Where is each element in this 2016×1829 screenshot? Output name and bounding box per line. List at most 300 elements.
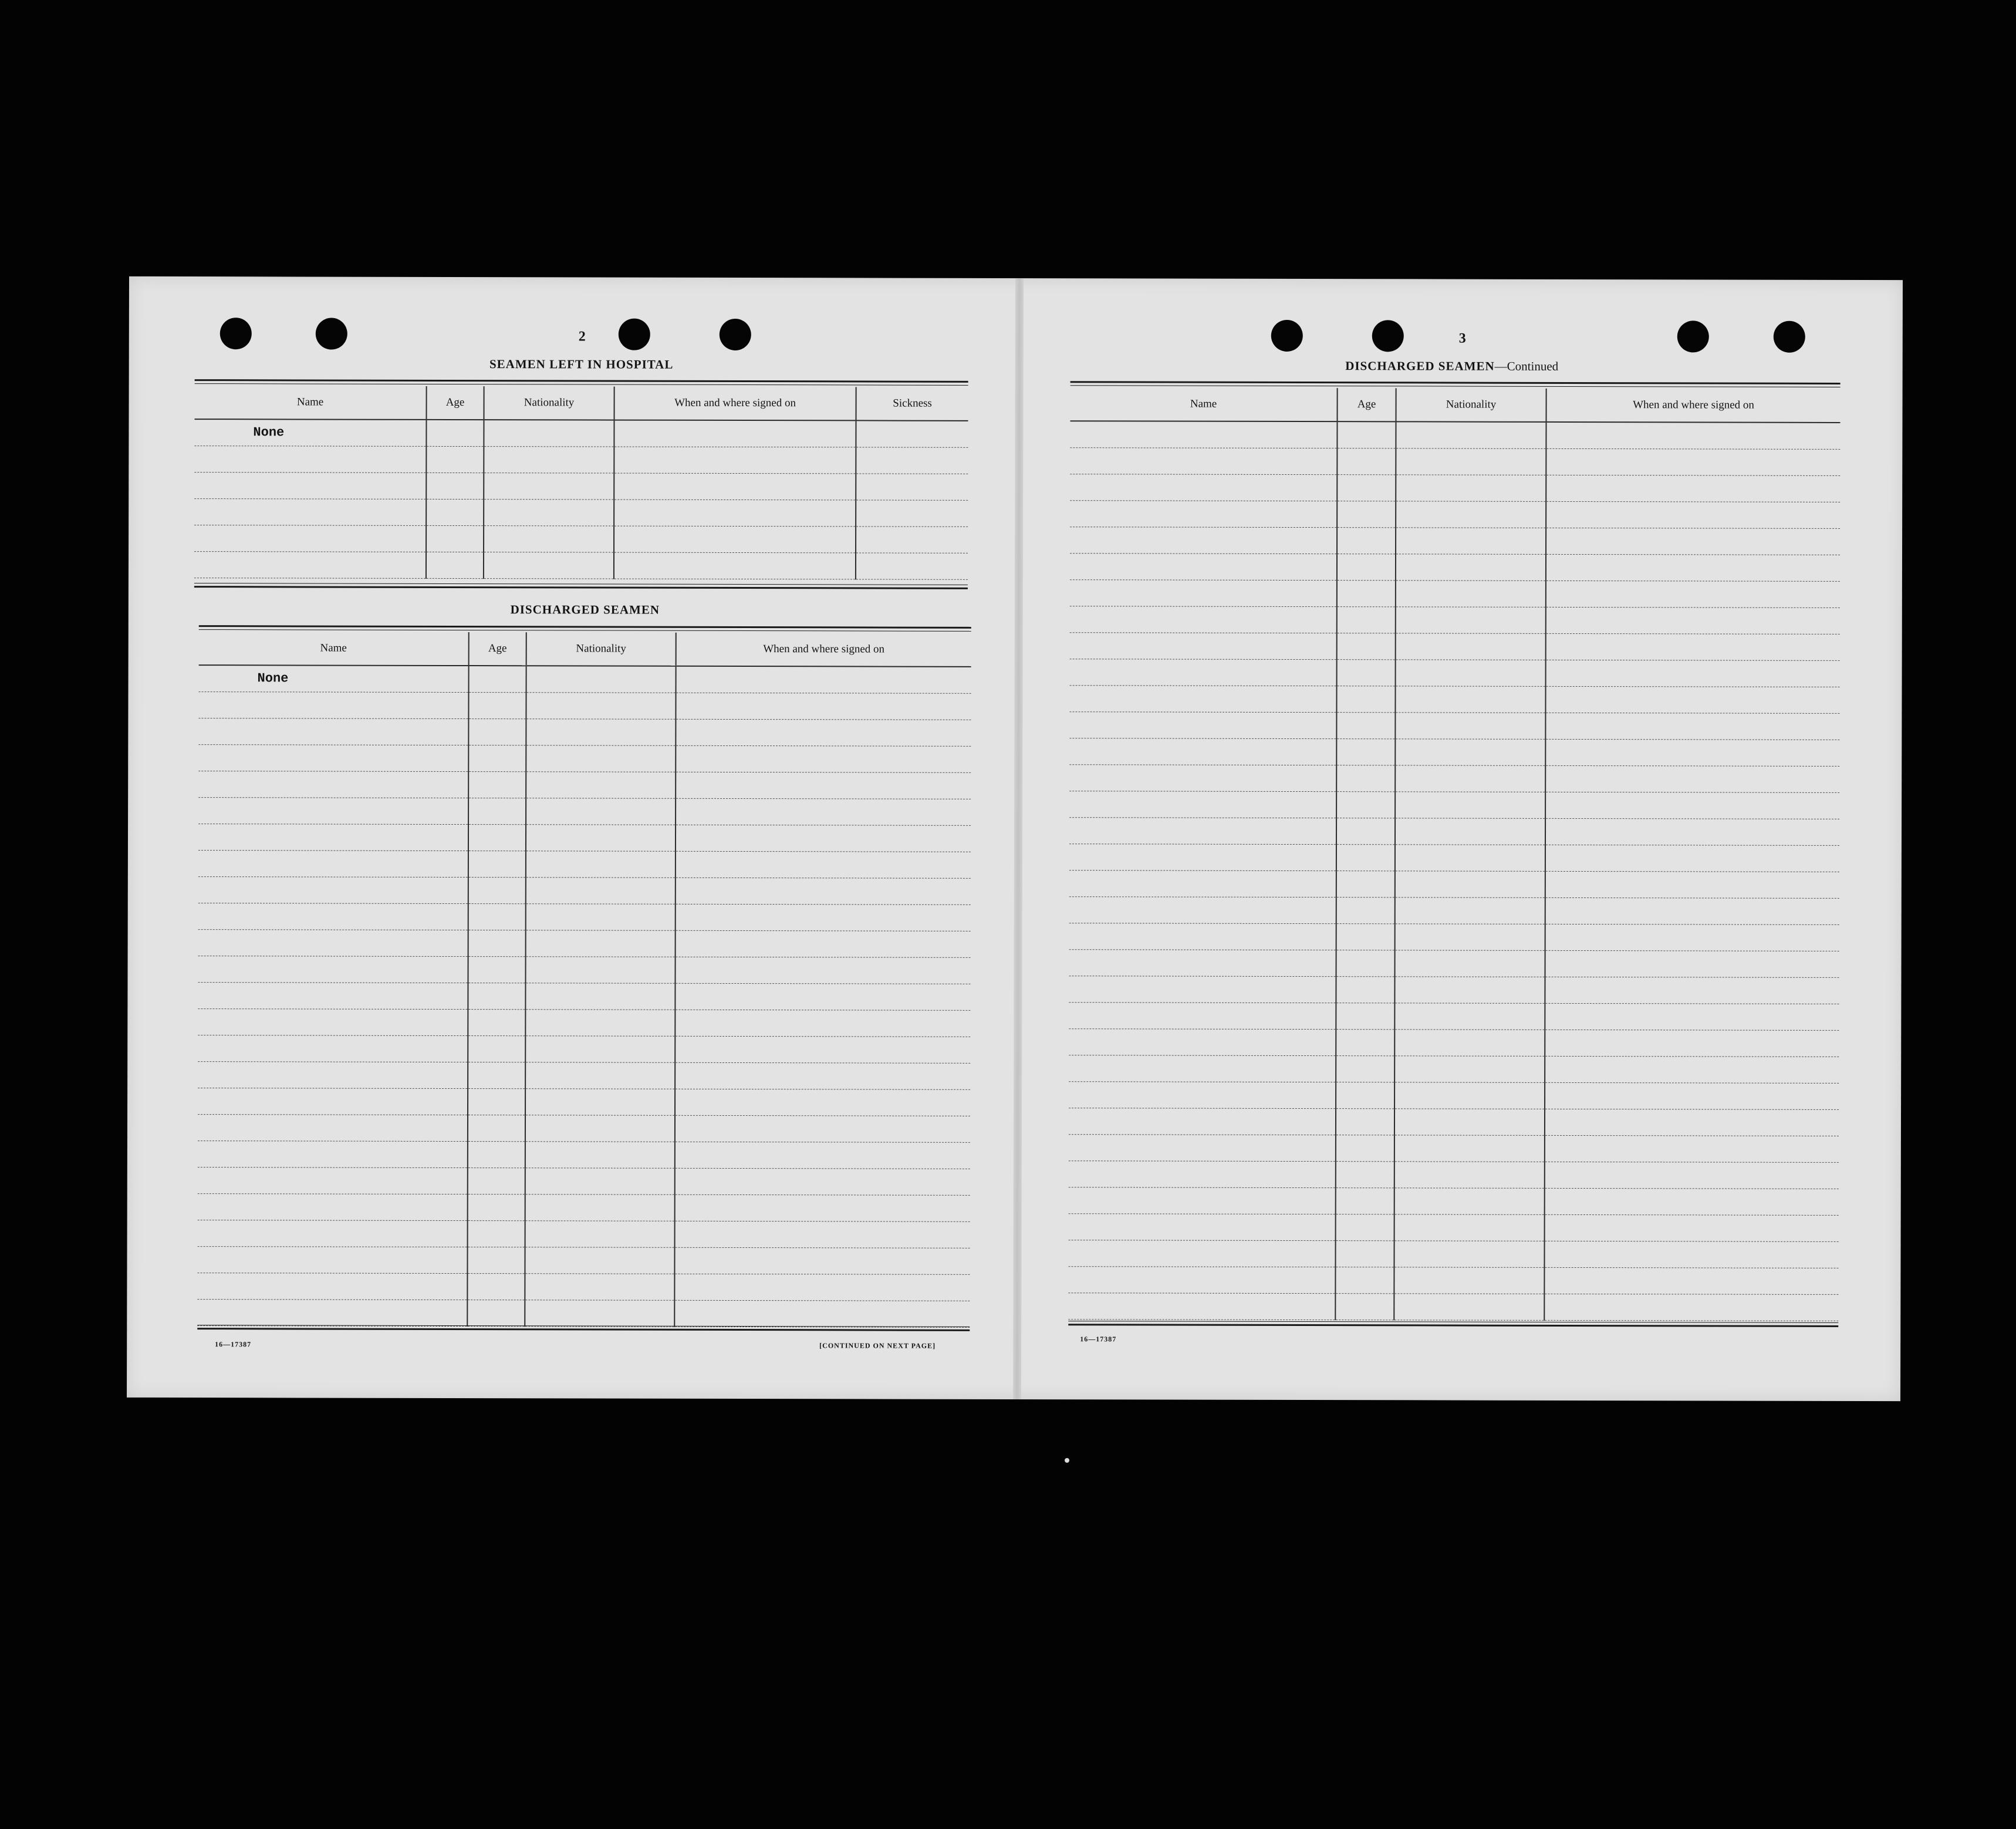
table-cell [676,745,971,772]
table-cell [1545,1162,1839,1189]
table-row [1069,843,1839,872]
table-cell [194,551,426,578]
table-cell [1544,1267,1838,1294]
table-cell [198,982,468,1009]
table-cell [1069,711,1336,738]
table-row [198,771,971,799]
table-row [1069,711,1839,740]
table-cell [1545,977,1839,1004]
table-row [198,982,970,1010]
table-cell [467,1300,525,1326]
table-cell [1336,1055,1394,1082]
table-cell [1068,1240,1335,1267]
table-cell [426,420,484,446]
table-cell [675,1221,970,1248]
table-cell [198,718,468,745]
table-cell [1070,553,1337,580]
table-cell [1545,1003,1839,1030]
table-cell [1069,1187,1336,1214]
open-form-booklet [127,276,1903,1401]
table-cell [468,851,526,877]
table-cell [1545,897,1839,924]
table-cell [484,499,614,525]
table-cell [198,1114,468,1141]
table-cell [1069,843,1336,870]
table-cell [526,877,676,904]
table-cell [1069,870,1336,897]
table-cell [675,1142,970,1169]
table-row [1069,1187,1839,1215]
table-cell [468,824,526,851]
section-title-suffix: —Continued [1494,359,1559,373]
table-cell [426,499,484,525]
table-cell [1337,448,1396,474]
table-cell [1394,1187,1545,1214]
table-cell [194,472,426,499]
table-cell [1337,606,1396,633]
discharged-top-rule [199,625,971,629]
table-cell [525,1300,674,1327]
table-cell [468,1141,525,1167]
table-cell [484,552,614,578]
table-cell [468,1035,525,1062]
table-row [1070,421,1840,449]
table-cell [1070,659,1337,686]
table-cell [1394,1135,1545,1162]
table-cell [856,473,968,500]
table-cell [1070,606,1337,633]
table-cell [1546,581,1840,608]
page-number: 3 [1458,330,1466,346]
table-cell [1336,1187,1394,1214]
table-row [1069,949,1839,977]
table-cell [1395,870,1545,897]
table-cell [1069,1108,1336,1135]
table-cell [526,666,676,693]
table-row [1069,896,1839,924]
table-cell [1544,1294,1838,1321]
table-cell [1545,713,1839,740]
table-cell [198,929,468,956]
table-cell [675,1089,970,1116]
table-cell [1336,1108,1394,1135]
table-cell [856,447,968,473]
table-cell [1070,500,1337,527]
table-cell [1337,527,1396,554]
table-cell [198,1220,468,1247]
table-cell [675,957,970,984]
table-cell [614,447,856,474]
table-cell [676,825,971,852]
table-cell [1336,1214,1394,1240]
table-cell [198,956,468,983]
table-cell [1396,421,1546,448]
table-row [1069,870,1839,898]
table-cell [197,1299,467,1326]
table-cell [1546,660,1840,687]
dust-speck [1065,1458,1069,1463]
table-cell [1336,1161,1394,1187]
table-cell [1545,765,1839,792]
table-cell [676,851,971,878]
table-cell [1069,949,1336,976]
table-cell [1069,791,1336,818]
table-cell [467,1273,525,1300]
table-cell [1336,1029,1394,1055]
table-cell [1336,923,1395,950]
table-cell [1069,1160,1336,1187]
table-cell [525,1009,675,1036]
table-cell [198,824,468,851]
table-cell [1336,712,1395,738]
table-cell [1336,870,1395,897]
table-cell [198,903,468,930]
table-cell [614,420,856,447]
table-cell [1070,632,1337,659]
discharged-continued-title [1211,359,1693,374]
table-cell [525,1167,675,1194]
table-cell [526,745,676,772]
table-cell [525,1273,674,1300]
table-header-row [194,386,968,421]
table-cell [1337,501,1396,527]
table-row [194,551,968,579]
table-cell [525,1088,675,1115]
table-cell [1336,1135,1394,1161]
column-header: Nationality [526,632,676,666]
table-row [198,824,971,852]
table-cell [1396,580,1546,607]
table-cell [1546,554,1840,581]
table-cell [468,1009,525,1035]
table-cell [1068,1266,1335,1293]
table-cell [1070,447,1337,474]
table-row [198,850,971,878]
table-cell [1395,686,1545,713]
table-row [1069,791,1839,819]
table-cell [198,744,468,771]
table-cell [1546,475,1840,502]
table-cell [856,500,968,526]
table-cell [1069,1002,1336,1029]
table-cell [468,1062,525,1088]
left-page [127,276,1015,1399]
table-cell [1070,527,1337,554]
table-row [1070,659,1840,687]
table-cell [484,473,614,499]
hospital-top-rule [195,379,968,383]
discharged-continued-table [1068,387,1840,1321]
table-row [194,472,968,500]
table-cell [1337,633,1396,659]
column-header: When and where signed on [614,387,856,421]
table-cell [468,983,525,1009]
table-row [1070,553,1840,581]
table-cell [1545,924,1839,951]
table-cell [484,446,614,473]
table-cell [614,500,856,527]
table-cell [1069,896,1336,923]
table-cell [1069,1055,1336,1082]
column-header: Age [1337,388,1396,421]
table-cell [614,473,856,500]
table-cell [1394,1082,1545,1109]
table-cell [1336,950,1395,976]
table-cell [468,718,526,745]
table-cell [1336,1003,1394,1029]
table-cell [1546,422,1840,449]
column-header: When and where signed on [676,633,971,667]
table-row [194,446,968,474]
table-row [1070,474,1840,502]
table-cell [1545,950,1839,977]
table-row [1069,976,1839,1004]
table-cell [468,1220,525,1247]
table-cell [525,1194,675,1221]
table-cell [194,446,426,473]
table-row [1070,632,1840,660]
table-cell [1395,844,1545,871]
table-cell [1544,1241,1838,1268]
table-cell [526,771,676,798]
table-cell [526,851,676,878]
table-cell [198,1088,468,1115]
table-row [194,525,968,553]
table-cell [1394,1267,1544,1294]
table-cell [525,1062,675,1089]
table-cell [484,420,614,446]
table-cell [1336,791,1395,818]
table-cell [426,446,484,473]
table-row [198,797,971,825]
column-header: When and where signed on [1546,389,1840,423]
table-cell [1070,474,1337,501]
column-header: Name [194,386,426,420]
table-row [1069,1002,1839,1030]
table-cell [1545,1135,1839,1162]
table-cell [1335,1267,1394,1293]
table-cell [676,772,971,799]
table-cell [198,850,468,877]
table-cell [674,1247,970,1274]
table-cell [198,797,468,824]
table-cell [674,1300,970,1327]
table-cell [1546,633,1840,660]
table-cell [1336,686,1395,712]
table-cell [525,1115,675,1142]
table-cell [198,876,468,903]
table-cell [525,956,675,983]
table-cell: None [194,419,426,446]
table-cell [676,878,971,905]
table-cell [1396,633,1546,660]
table-cell [1335,1240,1394,1267]
table-row [1069,1134,1839,1162]
table-row [198,744,971,772]
table-row [198,1193,970,1221]
table-cell [1396,659,1546,686]
table-row [199,665,971,693]
table-cell [676,930,971,957]
table-row [1069,738,1839,766]
table-cell [614,552,856,579]
table-cell [675,1036,970,1063]
discharged-top-rule [199,629,971,632]
table-cell [468,877,526,903]
table-cell [1395,738,1545,765]
table-cell [469,666,526,692]
table-cell [674,1274,970,1301]
table-cell [1546,448,1840,475]
page-number: 2 [578,329,586,345]
table-row [1069,1028,1839,1057]
table-row [198,1220,970,1248]
table-cell [197,1273,467,1300]
table-cell [1069,976,1336,1003]
table-header-row [199,632,971,667]
table-cell [675,1115,970,1142]
table-cell [856,526,968,552]
table-cell [856,552,968,579]
table-cell [676,719,971,746]
table-cell [1546,528,1840,555]
table-cell [1395,897,1545,924]
table-cell [468,1194,525,1220]
table-row [1068,1240,1838,1268]
table-row [1069,1081,1839,1109]
table-cell [1069,817,1336,844]
table-cell [1394,1161,1545,1188]
table-cell [526,930,676,957]
table-row [1070,527,1840,555]
table-cell [468,903,526,930]
discharged-seamen-table [197,632,971,1327]
table-cell [675,983,970,1010]
table-cell [1069,1134,1336,1161]
table-row [1069,1108,1839,1136]
table-row [198,1167,970,1195]
table-cell [1396,448,1546,475]
table-row [1069,817,1839,845]
table-cell [1069,1213,1336,1240]
table-cell [1335,1293,1394,1320]
table-cell [1070,579,1337,606]
table-header-row [1070,387,1840,423]
table-cell [676,798,971,825]
table-cell [1337,580,1396,606]
table-row [1069,764,1839,792]
table-cell [525,1220,675,1247]
table-cell [526,692,676,719]
table-cell [675,1010,970,1037]
table-row [198,1140,970,1169]
table-cell [1336,897,1395,923]
table-row [1070,579,1840,608]
table-cell [675,1194,970,1221]
table-cell [614,526,856,553]
table-row [198,876,971,905]
table-cell [525,1035,675,1062]
table-row [1068,1266,1838,1294]
table-cell [526,798,676,825]
table-cell [1069,923,1336,950]
hospital-bottom-rule [194,586,968,589]
table-row [1070,447,1840,475]
table-cell [1546,607,1840,634]
table-cell [676,904,971,931]
table-row [194,498,968,527]
table-cell [198,771,468,798]
column-header: Sickness [856,387,968,420]
table-cell [526,903,676,930]
table-cell [1070,421,1337,448]
table-cell [1396,554,1546,581]
table-cell [675,1168,970,1195]
table-cell [198,1008,468,1035]
column-header: Nationality [1396,388,1546,422]
table-row [1070,606,1840,634]
table-cell [1394,1055,1545,1082]
table-cell [1068,1293,1335,1320]
table-cell [468,1115,525,1141]
table-cell [1394,1108,1545,1135]
table-cell [676,693,971,720]
table-cell [1545,818,1839,845]
table-cell [1336,844,1395,870]
table-cell [526,824,676,851]
table-row [198,929,971,957]
table-row [1069,923,1839,951]
column-header: Age [469,632,526,666]
column-header: Name [1070,387,1337,421]
discharged-continued-bottom-rule [1068,1324,1838,1327]
table-cell [676,666,971,693]
table-cell [198,1035,468,1062]
discharged-bottom-rule [197,1328,970,1331]
table-cell [1069,685,1336,712]
table-cell [1337,474,1396,501]
table-cell [198,691,468,718]
table-cell [1394,976,1545,1003]
table-cell [1545,1056,1839,1083]
table-row [198,1088,970,1116]
table-cell [468,1088,525,1115]
table-row [198,691,971,720]
table-cell [468,1167,525,1194]
table-row [1070,500,1840,528]
table-cell [468,745,526,771]
continued-note: [CONTINUED ON NEXT PAGE] [819,1341,936,1350]
table-row [1069,685,1839,713]
table-row [197,1246,970,1274]
table-row [197,1299,970,1327]
column-header: Nationality [484,386,614,420]
table-cell [198,1061,468,1088]
table-cell: None [199,665,469,692]
table-cell [1545,739,1839,766]
table-cell [1545,845,1839,872]
table-cell [1394,1214,1545,1241]
table-row [1069,1160,1839,1189]
table-cell [1069,738,1336,765]
table-cell [467,1247,525,1273]
hospital-bottom-rule [194,583,968,585]
table-cell [1545,1030,1839,1057]
table-row [198,1035,970,1063]
table-cell [468,956,525,983]
form-number: 16—17387 [215,1340,252,1349]
column-header: Name [199,632,469,666]
